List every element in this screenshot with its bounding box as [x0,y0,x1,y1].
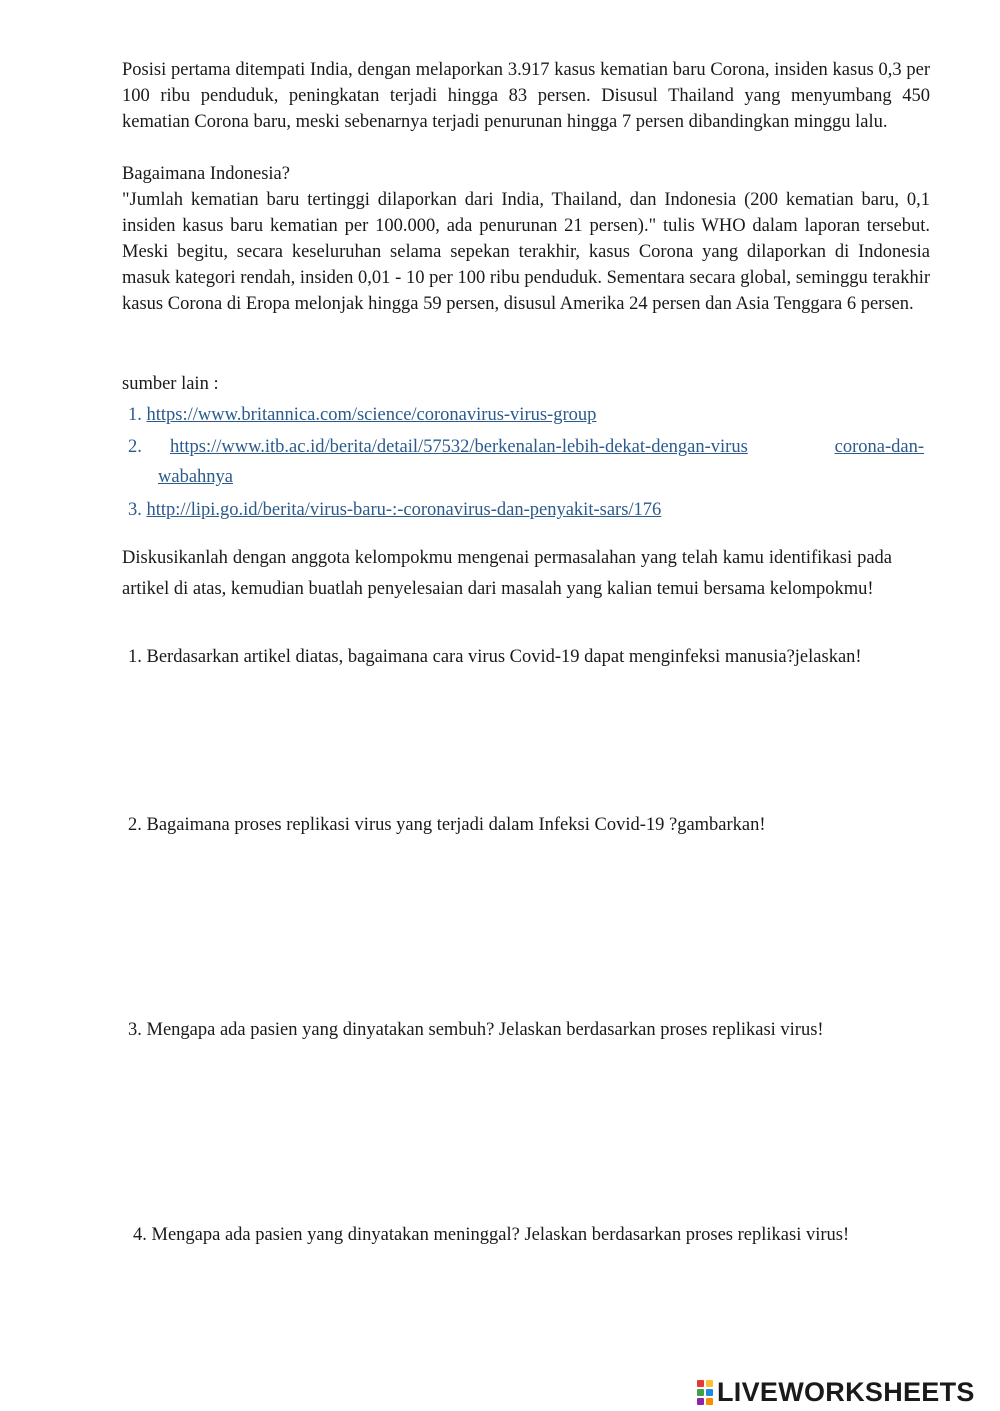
source-number: 1. [128,405,142,425]
answer-area-2[interactable] [122,844,930,1014]
source-item [128,497,661,523]
logo-block [697,1398,704,1405]
logo-blocks-icon [697,1380,713,1405]
sources-label: sumber lain : [122,374,219,394]
logo-block [706,1398,713,1405]
logo-block [697,1380,704,1387]
source-item [128,434,924,460]
source-link-itb-continued[interactable]: corona-dan- [834,437,924,457]
question-3: 3. Mengapa ada pasien yang dinyatakan sembuh? Jelaskan berdasarkan proses replikasi virus! [128,1020,824,1040]
logo-text: LIVEWORKSHEETS [717,1376,975,1407]
answer-area-1[interactable] [122,676,930,806]
source-link-britannica[interactable]: https://www.britannica.com/science/coronavirus-virus-group [146,405,597,425]
source-link-lipi[interactable]: http://lipi.go.id/berita/virus-baru-:-coronavirus-dan-penyakit-sars/176 [146,500,662,520]
logo-block [706,1380,713,1387]
source-item [128,402,596,428]
source-item-wrap [158,464,233,490]
source-number: 3. [128,500,142,520]
answer-area-3[interactable] [122,1049,930,1214]
question-2: 2. Bagaimana proses replikasi virus yang terjadi dalam Infeksi Covid-19 ?gambarkan! [128,815,766,835]
article-paragraph-1: Posisi pertama ditempati India, dengan melaporkan 3.917 kasus kematian baru Corona, insiden kasus 0,3 per 100 ribu penduduk, peningkatan terjadi hingga 83 persen. Disusul Thailand yang menyumbang 450 kematian Corona baru, meski sebenarnya terjadi penurunan hingga 7 persen dibandingkan minggu lalu. [122,60,930,132]
logo-block [697,1389,704,1396]
instruction-text: Diskusikanlah dengan anggota kelompokmu mengenai permasalahan yang telah kamu identifikasi pada artikel di atas, kemudian buatlah penyelesaian dari masalah yang kalian temui bersama kelompokmu! [122,548,892,599]
source-link-itb[interactable]: https://www.itb.ac.id/berita/detail/57532/berkenalan-lebih-dekat-dengan-virus [170,437,748,457]
source-link-itb-end[interactable]: wabahnya [158,467,233,487]
question-1: 1. Berdasarkan artikel diatas, bagaimana cara virus Covid-19 dapat menginfeksi manusia?jelaskan! [128,647,862,667]
liveworksheets-logo [697,1376,975,1408]
question-4: 4. Mengapa ada pasien yang dinyatakan meninggal? Jelaskan berdasarkan proses replikasi virus! [133,1225,850,1245]
source-number: 2. [128,437,142,457]
article-paragraph-2: "Jumlah kematian baru tertinggi dilaporkan dari India, Thailand, dan Indonesia (200 kematian baru, 0,1 insiden kasus baru kematian per 100.000, ada penurunan 21 persen)." tulis WHO dalam laporan tersebut. Meski begitu, secara keseluruhan selama sepekan terakhir, kasus Corona yang dilaporkan di Indonesia masuk kategori rendah, insiden 0,01 - 10 per 100 ribu penduduk. Sementara secara global, seminggu terakhir kasus Corona di Eropa melonjak hingga 59 persen, disusul Amerika 24 persen dan Asia Tenggara 6 persen. [122,190,930,314]
section-heading: Bagaimana Indonesia? [122,164,290,184]
answer-area-4[interactable] [122,1254,930,1364]
logo-block [706,1389,713,1396]
